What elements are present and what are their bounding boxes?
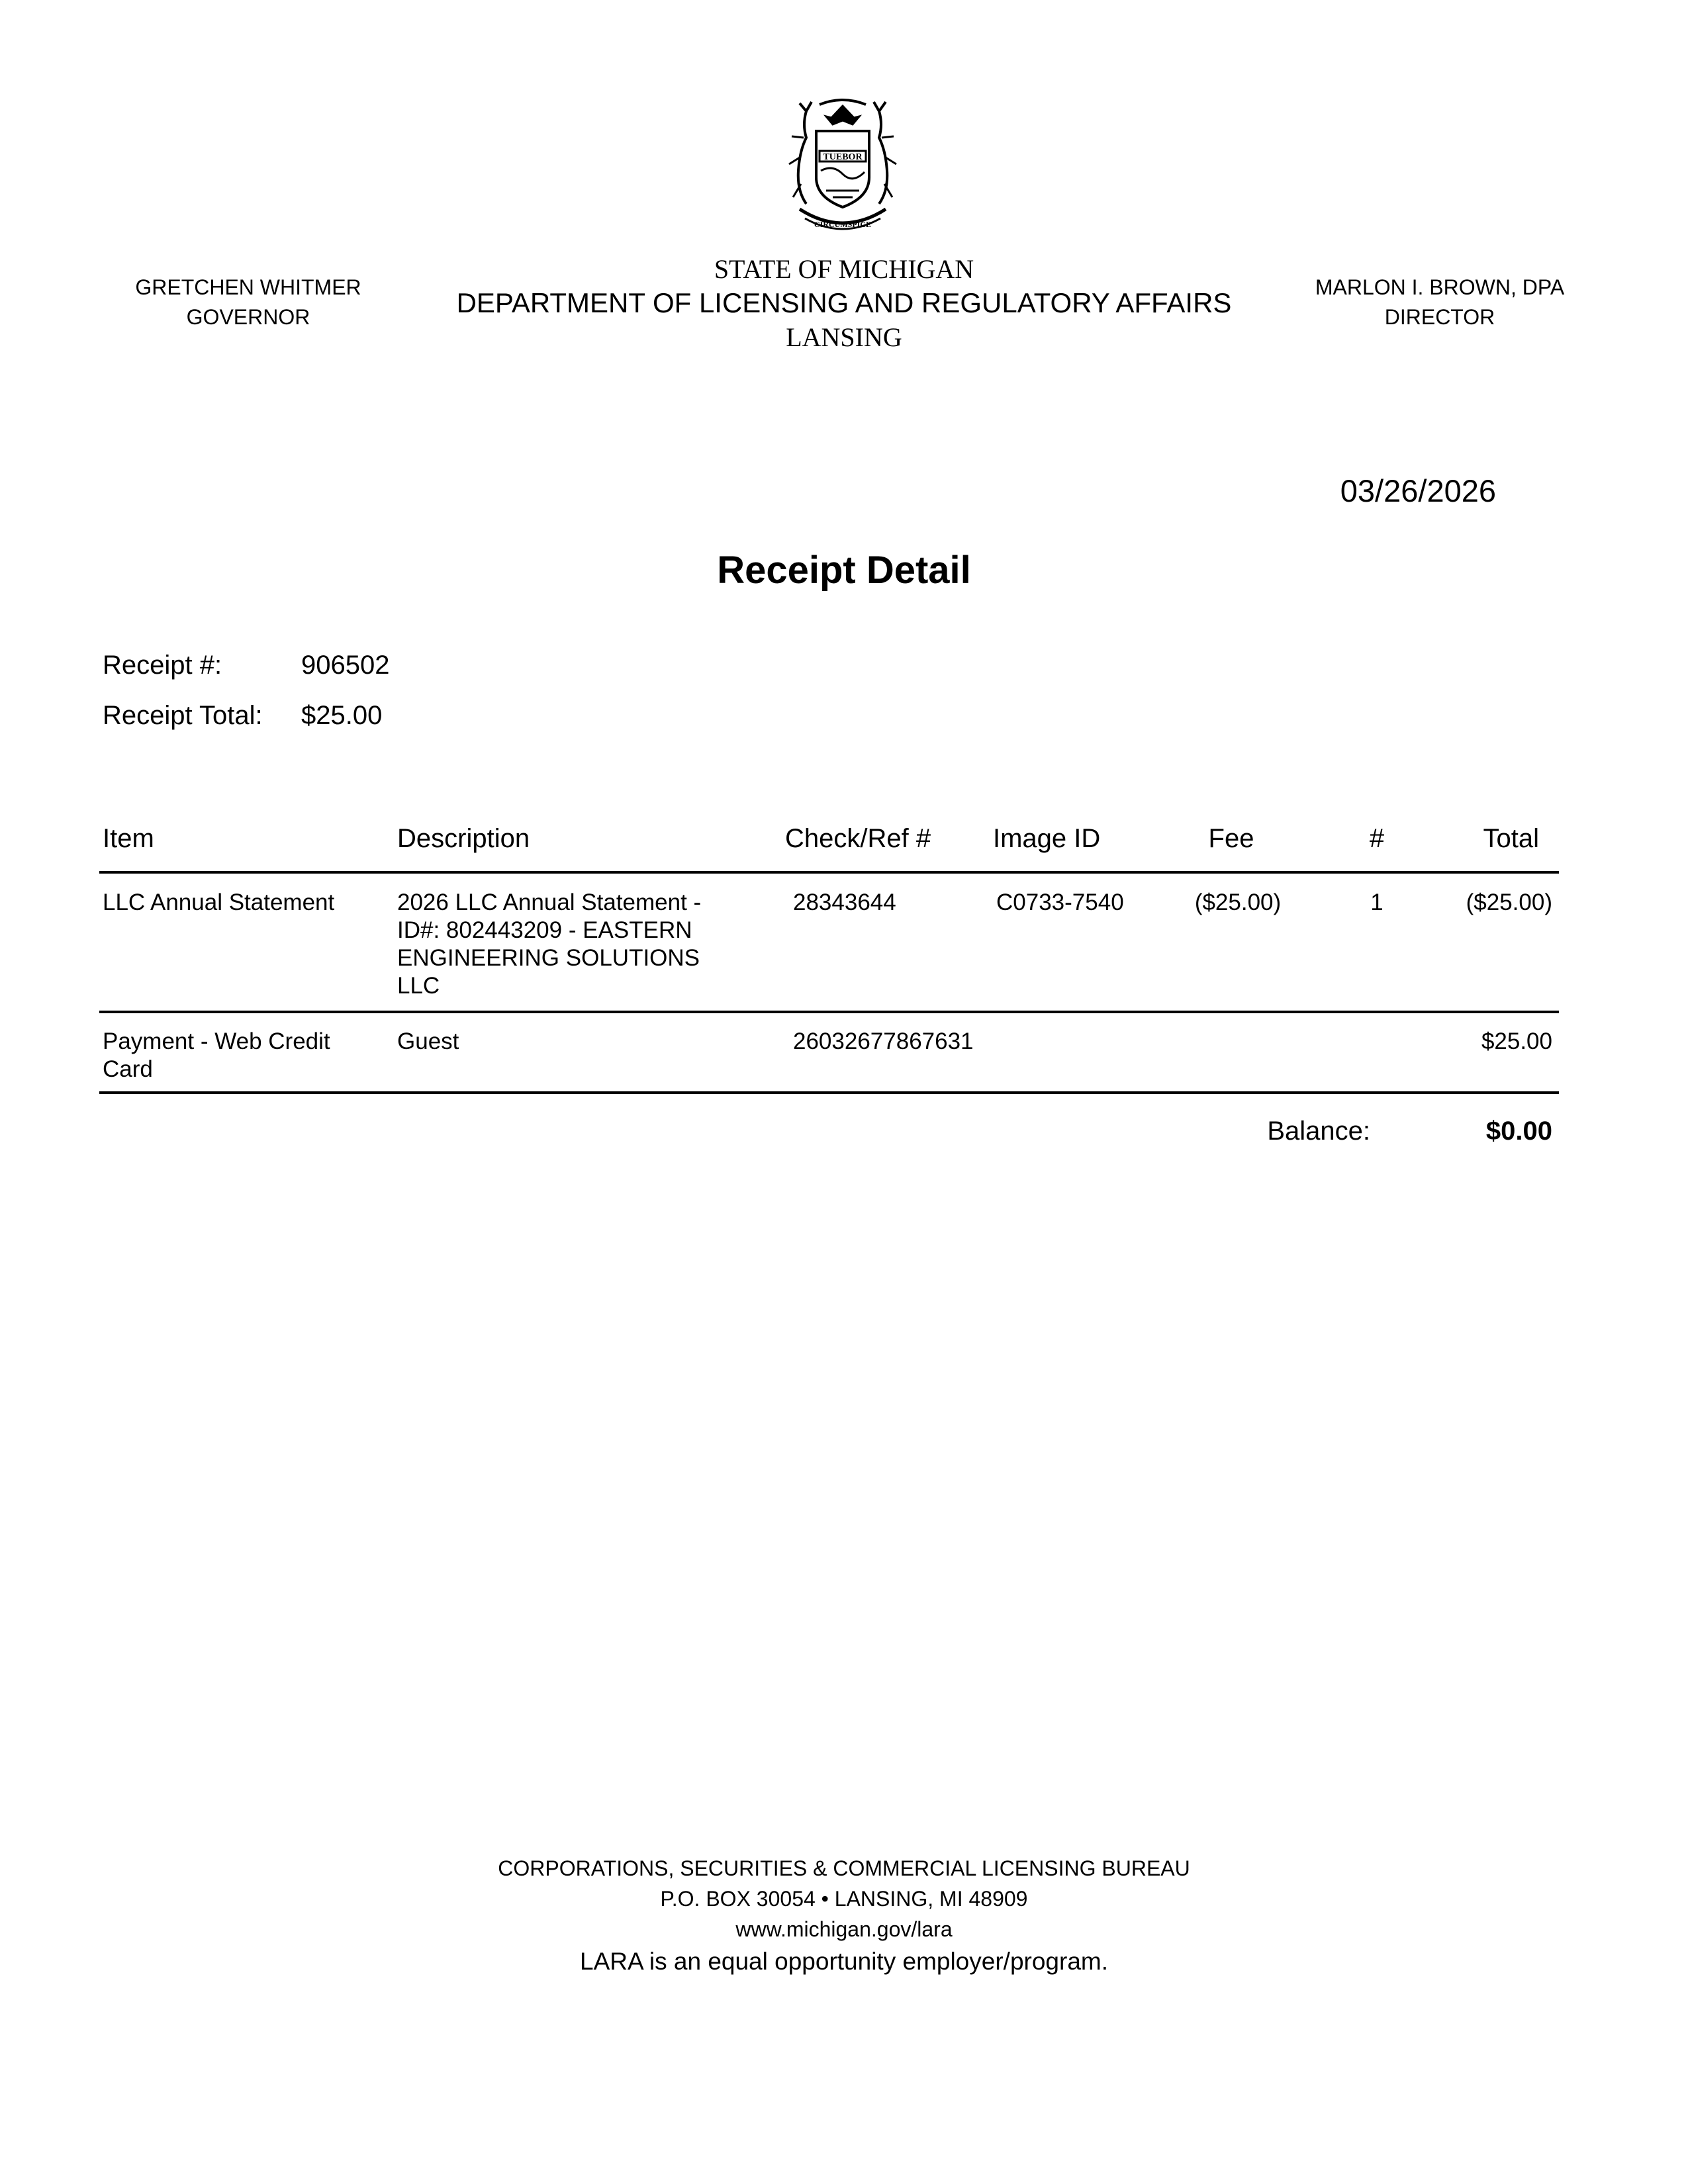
receipt-number-label: Receipt #: xyxy=(103,651,222,680)
michigan-state-seal-icon xyxy=(780,98,906,233)
director-block xyxy=(1294,273,1585,332)
column-header-count: # xyxy=(1369,824,1385,853)
row-2-item-line: Card xyxy=(103,1056,153,1082)
receipt-total-value: $25.00 xyxy=(301,701,383,730)
row-1-image-id: C0733-7540 xyxy=(996,889,1124,915)
balance-label: Balance: xyxy=(1267,1116,1370,1146)
governor-block xyxy=(103,273,394,332)
column-header-description: Description xyxy=(397,824,530,853)
state-name: STATE OF MICHIGAN xyxy=(714,254,974,284)
table-row-rule xyxy=(99,1011,1559,1013)
column-header-check-ref: Check/Ref # xyxy=(785,824,931,853)
governor-name: GRETCHEN WHITMER xyxy=(135,275,361,299)
governor-title: GOVERNOR xyxy=(186,305,310,329)
director-name: MARLON I. BROWN, DPA xyxy=(1315,275,1565,299)
table-bottom-rule xyxy=(99,1091,1559,1094)
row-2-total: $25.00 xyxy=(1481,1028,1552,1054)
table-row xyxy=(103,1028,381,1083)
page-title: Receipt Detail xyxy=(717,549,971,592)
director-title: DIRECTOR xyxy=(1384,305,1495,329)
document-date: 03/26/2026 xyxy=(1340,473,1496,508)
column-header-total: Total xyxy=(1483,824,1539,853)
row-1-item: LLC Annual Statement xyxy=(103,889,335,915)
table-header-rule xyxy=(99,871,1559,874)
row-1-description-line: LLC xyxy=(397,973,440,999)
row-2-item-line: Payment - Web Credit xyxy=(103,1028,330,1054)
row-1-description xyxy=(397,889,768,1000)
row-2-check-ref: 26032677867631 xyxy=(793,1028,974,1054)
column-header-item: Item xyxy=(103,824,154,853)
receipt-number-value: 906502 xyxy=(301,651,390,680)
department-name: DEPARTMENT OF LICENSING AND REGULATORY AFFAIRS xyxy=(456,287,1232,318)
column-header-fee: Fee xyxy=(1208,824,1254,853)
row-1-description-line: 2026 LLC Annual Statement - xyxy=(397,889,702,915)
row-1-total: ($25.00) xyxy=(1466,889,1552,915)
footer-equal-opportunity: LARA is an equal opportunity employer/program. xyxy=(580,1948,1108,1975)
city-name: LANSING xyxy=(786,322,902,352)
row-1-count: 1 xyxy=(1370,889,1383,915)
row-1-description-line: ENGINEERING SOLUTIONS xyxy=(397,945,700,971)
footer-website: www.michigan.gov/lara xyxy=(735,1917,953,1941)
receipt-total-label: Receipt Total: xyxy=(103,701,263,730)
department-heading xyxy=(397,253,1291,354)
column-header-image-id: Image ID xyxy=(993,824,1101,853)
row-2-description: Guest xyxy=(397,1028,459,1054)
seal-banner-text: TUEBOR xyxy=(823,152,863,162)
footer-bureau: CORPORATIONS, SECURITIES & COMMERCIAL LICENSING BUREAU xyxy=(498,1856,1190,1880)
row-1-fee: ($25.00) xyxy=(1194,889,1282,915)
table-row xyxy=(103,889,334,917)
seal-motto: CIRCUMSPICE xyxy=(814,220,872,229)
row-1-description-line: ID#: 802443209 - EASTERN xyxy=(397,917,692,943)
footer-address: P.O. BOX 30054 • LANSING, MI 48909 xyxy=(660,1887,1028,1911)
balance-value: $0.00 xyxy=(1485,1116,1552,1146)
row-1-check-ref: 28343644 xyxy=(793,889,896,915)
